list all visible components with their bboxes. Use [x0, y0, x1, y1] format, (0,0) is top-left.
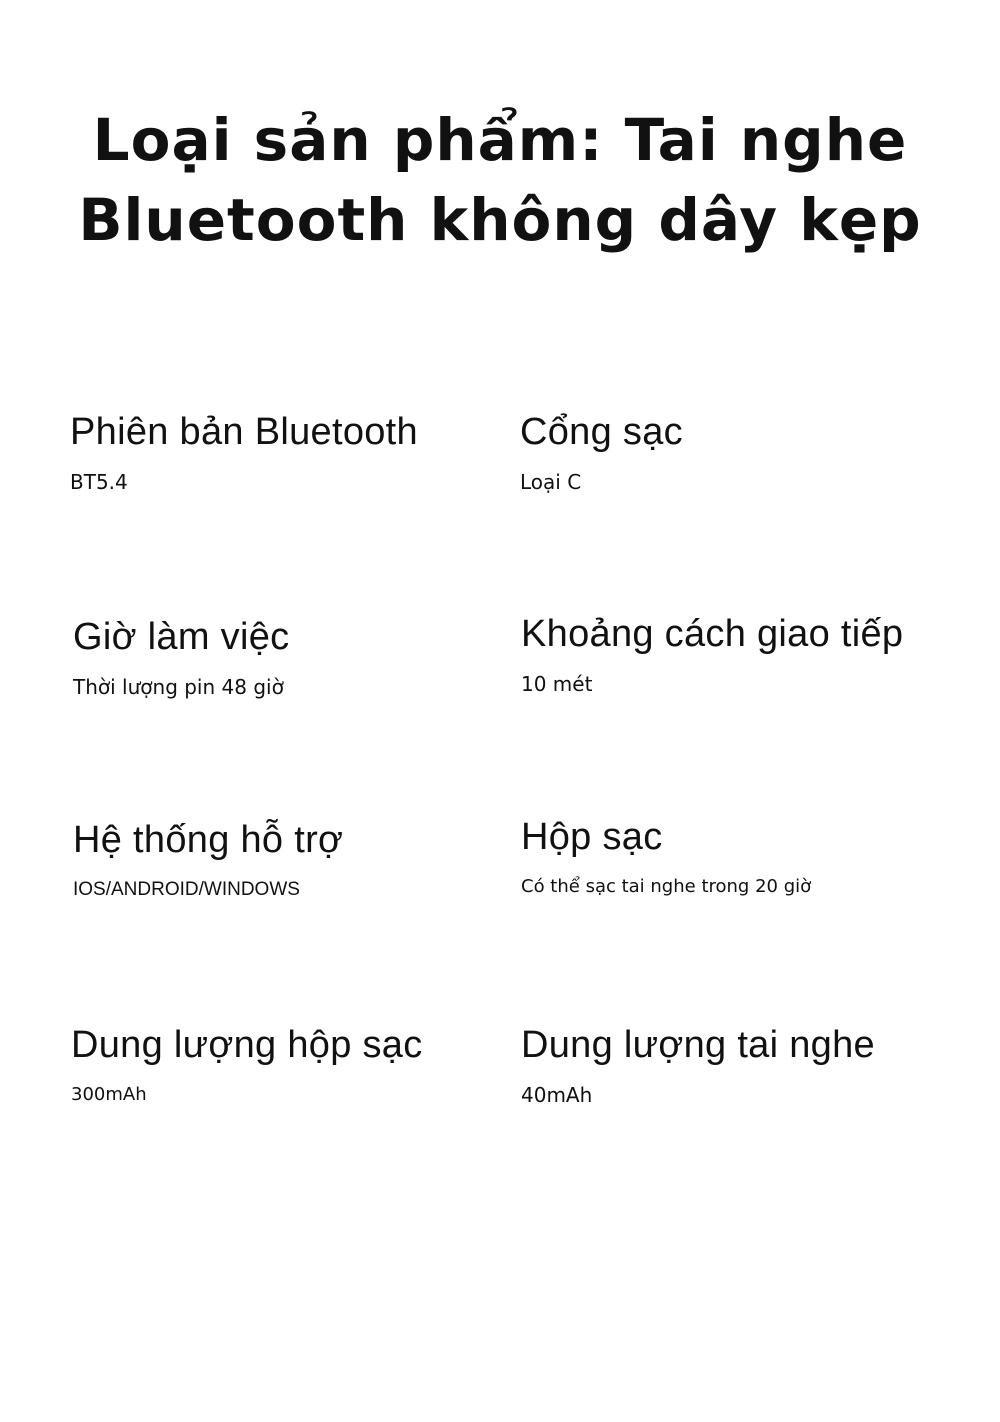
spec-label: Khoảng cách giao tiếp	[521, 613, 904, 655]
title-line-1: Loại sản phẩm: Tai nghe	[92, 106, 908, 174]
spec-earbud-capacity	[521, 1023, 875, 1107]
spec-communication-distance	[521, 612, 903, 696]
page-title	[0, 100, 1000, 260]
spec-working-hours	[73, 615, 289, 699]
spec-bluetooth-version	[70, 410, 418, 494]
spec-label: Cổng sạc	[520, 411, 683, 453]
spec-case-capacity	[71, 1023, 423, 1107]
spec-charging-case	[521, 815, 811, 899]
spec-label: Dung lượng tai nghe	[521, 1024, 875, 1066]
spec-value: Có thể sạc tai nghe trong 20 giờ	[521, 876, 812, 897]
title-line-2: Bluetooth không dây kẹp	[78, 186, 922, 254]
spec-value: 300mAh	[71, 1084, 147, 1105]
spec-label: Hộp sạc	[521, 816, 663, 858]
spec-supported-systems	[73, 818, 343, 902]
spec-value: IOS/ANDROID/WINDOWS	[73, 879, 300, 900]
spec-label: Giờ làm việc	[73, 616, 290, 658]
spec-value: 10 mét	[521, 672, 593, 696]
spec-value: BT5.4	[70, 470, 128, 494]
spec-label: Hệ thống hỗ trợ	[73, 819, 344, 861]
spec-label: Phiên bản Bluetooth	[70, 411, 418, 453]
spec-value: Thời lượng pin 48 giờ	[73, 675, 284, 699]
spec-value: 40mAh	[521, 1083, 593, 1107]
spec-charging-port	[520, 410, 683, 494]
spec-value: Loại C	[520, 470, 582, 494]
spec-label: Dung lượng hộp sạc	[71, 1024, 423, 1066]
